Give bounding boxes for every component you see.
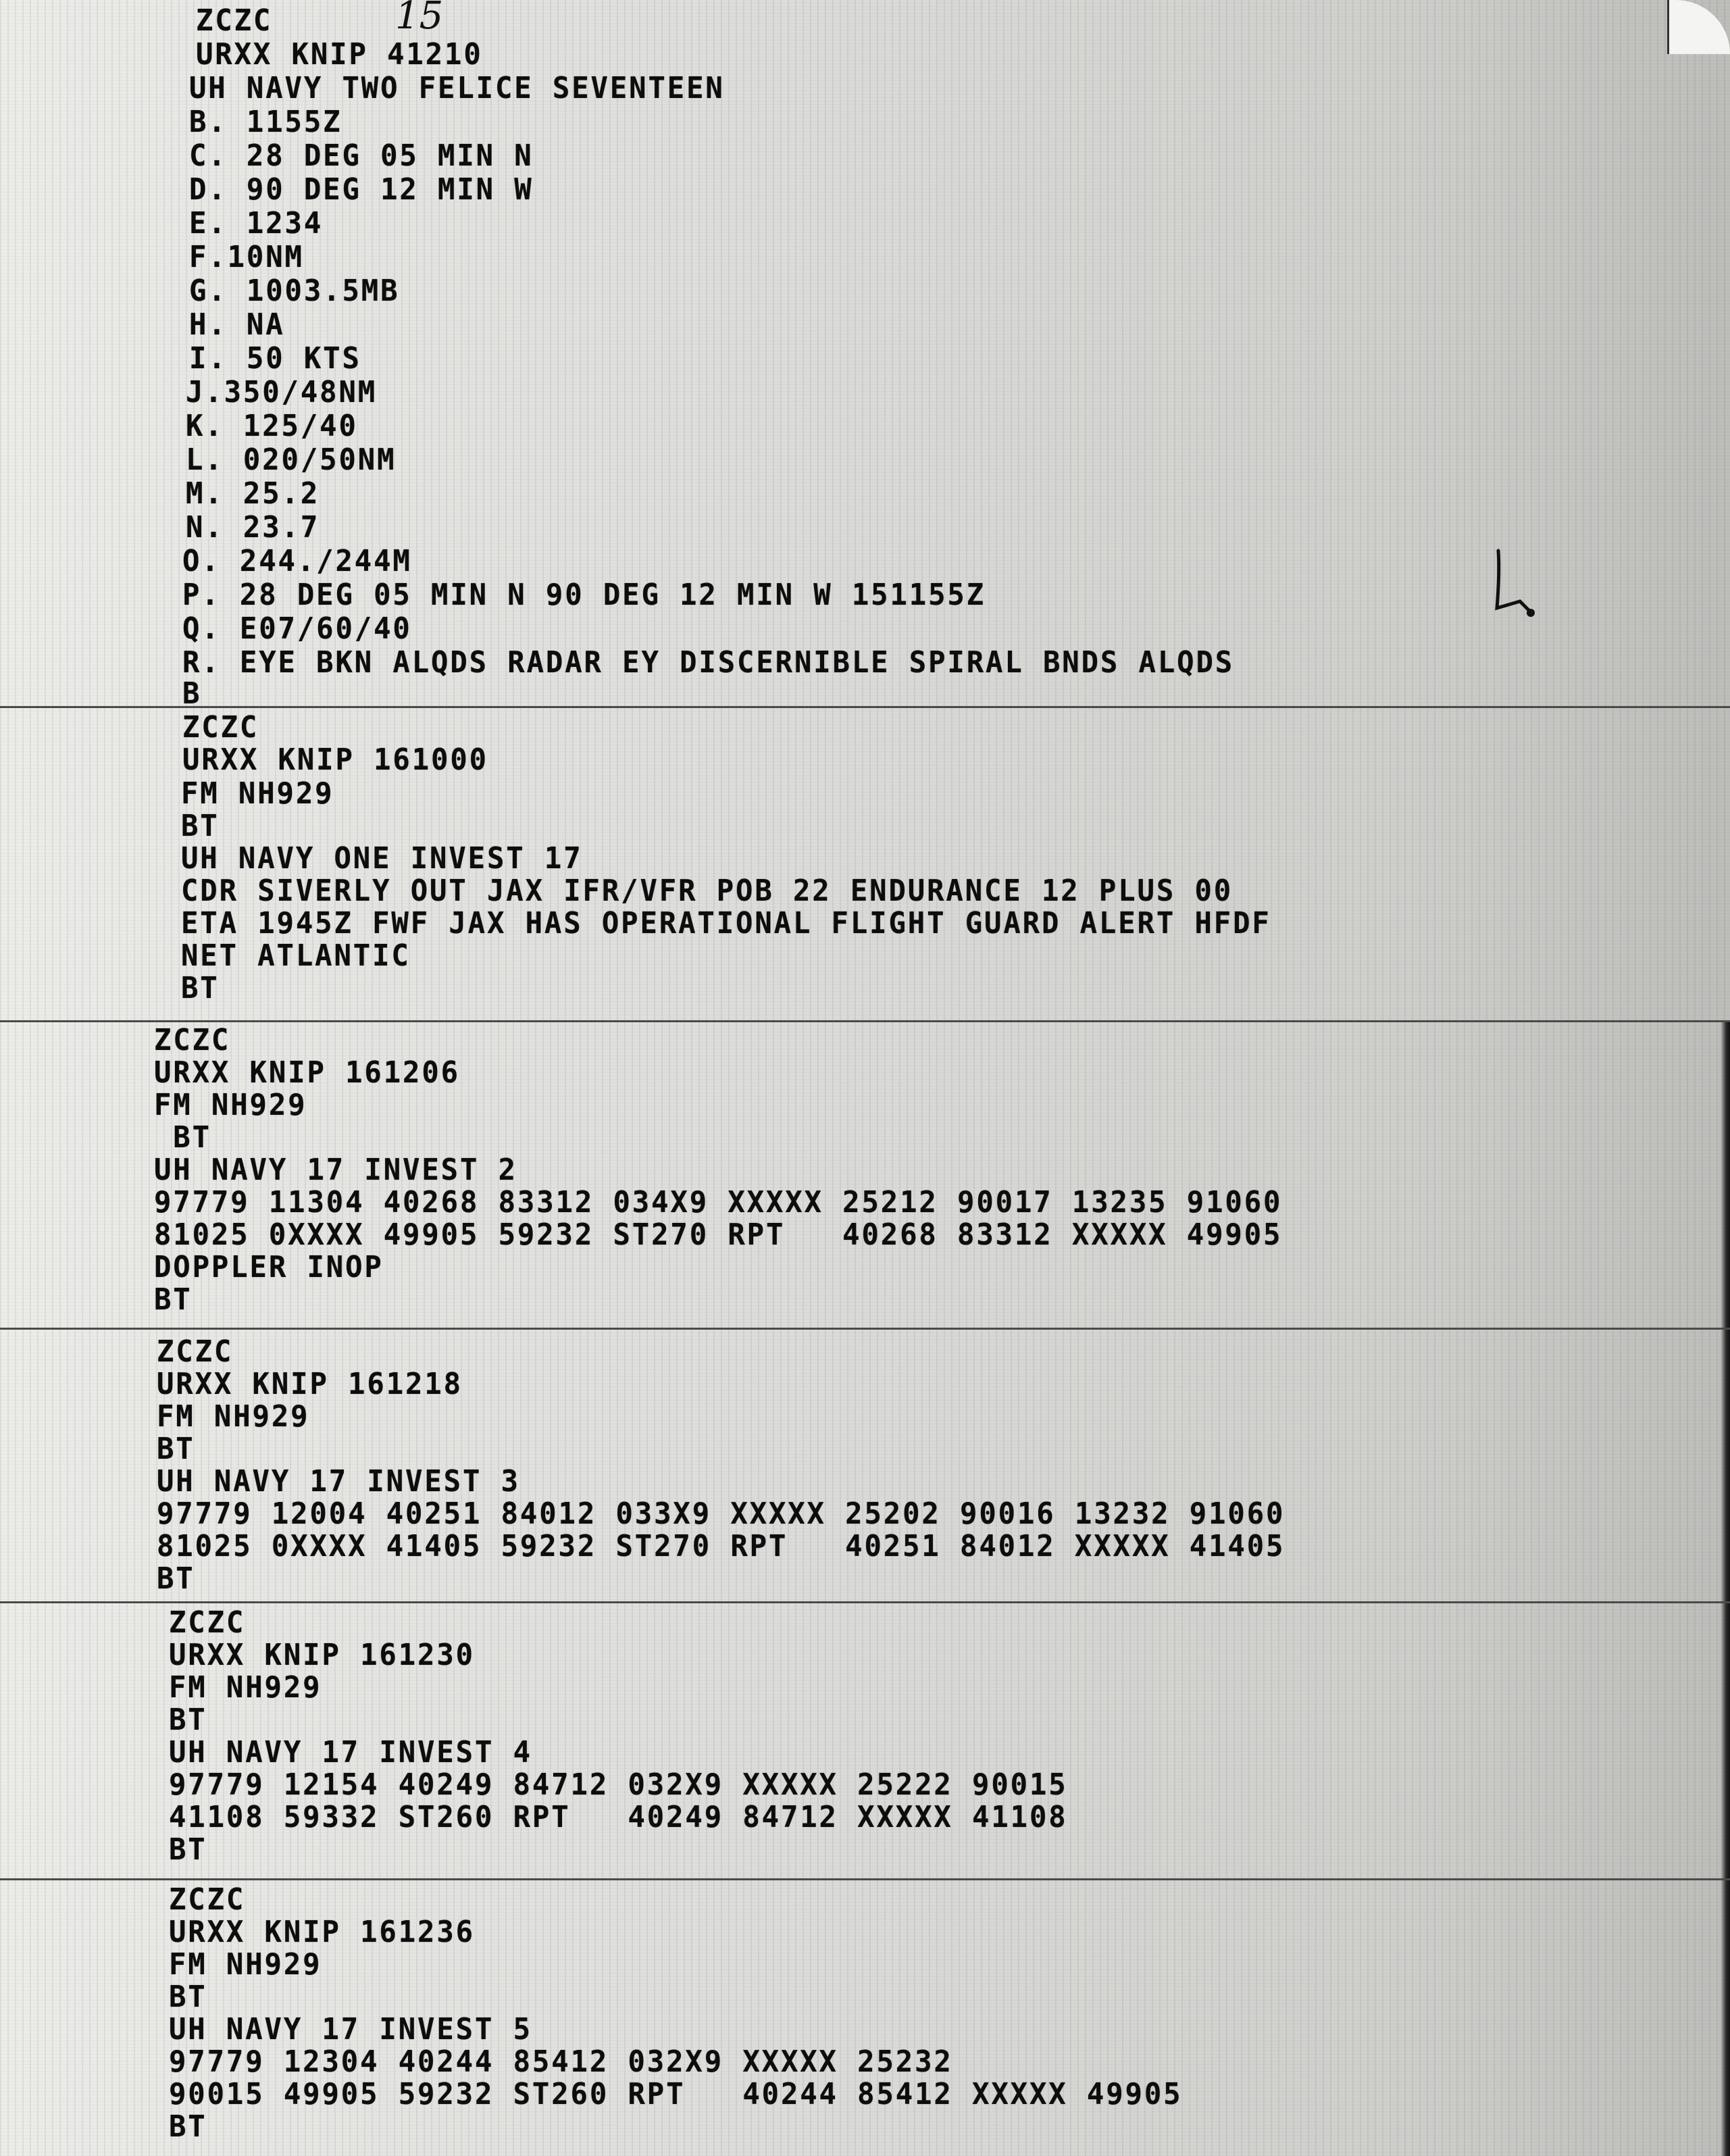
message-line: ZCZC <box>196 3 273 38</box>
message-line: FM NH929 <box>181 776 334 811</box>
message-line: BT <box>157 1432 195 1466</box>
message-line: BT <box>169 1980 207 2014</box>
message-strip-3 <box>0 1020 1730 1330</box>
message-line: D. 90 DEG 12 MIN W <box>189 172 534 207</box>
message-line: F.10NM <box>189 240 304 274</box>
message-line: URXX KNIP 161230 <box>169 1638 475 1672</box>
message-line: CDR SIVERLY OUT JAX IFR/VFR POB 22 ENDURANCE 12 PLUS 00 <box>181 874 1233 908</box>
message-line: UH NAVY 17 INVEST 3 <box>157 1464 520 1499</box>
message-line: P. 28 DEG 05 MIN N 90 DEG 12 MIN W 151155Z <box>182 578 986 612</box>
message-line: 97779 12004 40251 84012 033X9 XXXXX 25202 90016 13232 91060 <box>157 1497 1286 1531</box>
message-strip-6 <box>0 1878 1730 2156</box>
message-line: FM NH929 <box>169 1947 322 1982</box>
message-line: FM NH929 <box>157 1399 310 1434</box>
message-line: UH NAVY ONE INVEST 17 <box>181 841 583 876</box>
message-line: M. 25.2 <box>186 476 320 511</box>
message-line: O. 244./244M <box>182 544 412 578</box>
handwritten-annotation: 15 <box>395 0 444 38</box>
message-line: BT <box>154 1282 193 1317</box>
message-line: UH NAVY 17 INVEST 2 <box>154 1153 517 1187</box>
message-line: 41108 59332 ST260 RPT 40249 84712 XXXXX 41108 <box>169 1800 1068 1834</box>
message-line: UH NAVY 17 INVEST 4 <box>169 1735 532 1770</box>
message-strip-1 <box>0 0 1730 706</box>
strip-edge <box>1721 1603 1730 1880</box>
message-line: URXX KNIP 41210 <box>196 37 483 72</box>
message-line: 97779 12154 40249 84712 032X9 XXXXX 25222 90015 <box>169 1768 1068 1802</box>
message-line: 90015 49905 59232 ST260 RPT 40244 85412 XXXXX 49905 <box>169 2077 1183 2111</box>
message-line: L. 020/50NM <box>186 443 397 477</box>
message-line: Q. E07/60/40 <box>182 611 412 646</box>
message-line: BT <box>169 1832 207 1867</box>
message-line: E. 1234 <box>189 206 324 241</box>
strip-edge <box>1721 1880 1730 2156</box>
message-line: UH NAVY 17 INVEST 5 <box>169 2012 532 2047</box>
message-strip-5 <box>0 1601 1730 1880</box>
handwritten-check-mark <box>1493 544 1540 618</box>
message-line: C. 28 DEG 05 MIN N <box>189 139 534 173</box>
message-line: FM NH929 <box>154 1088 307 1122</box>
message-line: ZCZC <box>157 1334 234 1369</box>
message-line: R. EYE BKN ALQDS RADAR EY DISCERNIBLE SPIRAL BNDS ALQDS <box>182 645 1235 680</box>
message-line: B. 1155Z <box>189 105 342 139</box>
message-line: URXX KNIP 161236 <box>169 1915 475 1949</box>
message-line: URXX KNIP 161218 <box>157 1367 463 1401</box>
message-line: BT <box>154 1120 211 1155</box>
message-line: BT <box>169 1703 207 1737</box>
message-line: FM NH929 <box>169 1670 322 1705</box>
message-line: 81025 0XXXX 49905 59232 ST270 RPT 40268 83312 XXXXX 49905 <box>154 1218 1283 1252</box>
message-strip-2 <box>0 706 1730 1022</box>
folded-corner <box>1667 0 1730 54</box>
message-line: ZCZC <box>182 710 259 745</box>
strip-edge <box>1721 1022 1730 1330</box>
message-line: 97779 12304 40244 85412 032X9 XXXXX 25232 <box>169 2045 953 2079</box>
message-line: ZCZC <box>169 1605 246 1640</box>
message-line: URXX KNIP 161000 <box>182 743 488 777</box>
message-strip-4 <box>0 1328 1730 1603</box>
message-line: 97779 11304 40268 83312 034X9 XXXXX 25212 90017 13235 91060 <box>154 1185 1283 1220</box>
message-line: I. 50 KTS <box>189 341 361 376</box>
message-line: BT <box>169 2109 207 2144</box>
message-line: K. 125/40 <box>186 409 358 443</box>
message-line: BT <box>181 809 220 843</box>
message-line: J.350/48NM <box>186 375 378 409</box>
message-line: 81025 0XXXX 41405 59232 ST270 RPT 40251 84012 XXXXX 41405 <box>157 1529 1286 1563</box>
message-line: B <box>182 676 202 706</box>
message-line: BT <box>181 971 220 1005</box>
message-line: G. 1003.5MB <box>189 274 400 308</box>
message-line: H. NA <box>189 307 285 342</box>
message-line: BT <box>157 1561 195 1596</box>
message-line: URXX KNIP 161206 <box>154 1055 460 1090</box>
message-line: ZCZC <box>154 1023 231 1057</box>
message-line: ETA 1945Z FWF JAX HAS OPERATIONAL FLIGHT GUARD ALERT HFDF <box>181 906 1271 941</box>
message-line: N. 23.7 <box>186 510 320 545</box>
message-line: UH NAVY TWO FELICE SEVENTEEN <box>189 71 725 105</box>
strip-edge <box>1721 1330 1730 1603</box>
message-line: NET ATLANTIC <box>181 938 411 973</box>
message-line: ZCZC <box>169 1882 246 1917</box>
message-line: DOPPLER INOP <box>154 1250 384 1284</box>
